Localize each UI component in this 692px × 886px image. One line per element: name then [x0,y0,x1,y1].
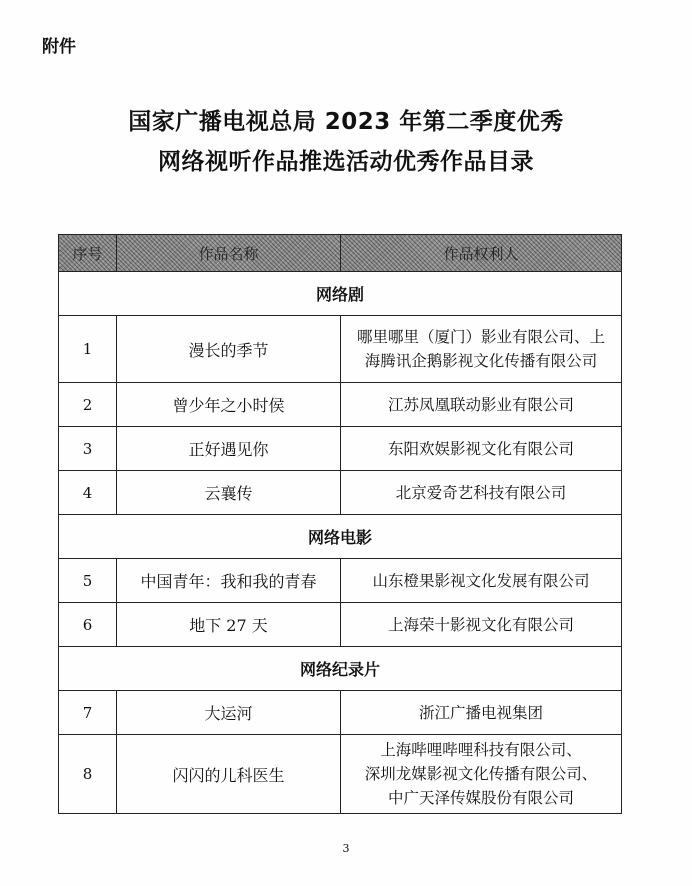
row-number: 2 [59,383,117,427]
rights-holder-line: 哪里哪里（厦门）影业有限公司、上 [356,328,605,346]
table-row [59,383,622,427]
row-number: 4 [59,471,117,515]
rights-holder-line: 江苏凤凰联动影业有限公司 [387,395,574,414]
work-title: 闪闪的儿科医生 [117,735,341,814]
rights-holder-line: 东阳欢娱影视文化有限公司 [387,439,574,458]
category-label: 网络剧 [59,272,622,316]
rights-holder [341,691,622,735]
work-title: 正好遇见你 [117,427,341,471]
rights-holder [341,603,622,647]
work-title: 曾少年之小时侯 [117,383,341,427]
rights-holder-line: 海腾讯企鹅影视文化传播有限公司 [364,352,598,370]
table-header-row [59,235,622,272]
row-number: 5 [59,559,117,603]
category-row-web-series [59,272,622,316]
work-title: 云襄传 [117,471,341,515]
rights-holder [341,427,622,471]
attachment-label: 附件 [42,37,76,57]
works-table [58,234,622,814]
header-rights-holder: 作品权利人 [341,235,622,272]
rights-holder-line: 中广天泽传媒股份有限公司 [387,789,574,807]
work-title: 中国青年：我和我的青春 [117,559,341,603]
table-row [59,735,622,814]
rights-holder-line: 浙江广播电视集团 [418,703,543,722]
table-row [59,603,622,647]
table-row [59,559,622,603]
row-number: 1 [59,316,117,383]
header-serial-number: 序号 [59,235,117,272]
row-number: 3 [59,427,117,471]
rights-holder [341,471,622,515]
document-title-line-2: 网络视听作品推选活动优秀作品目录 [158,149,534,175]
rights-holder [341,559,622,603]
table-row [59,691,622,735]
work-title: 大运河 [117,691,341,735]
rights-holder-line: 北京爱奇艺科技有限公司 [395,483,567,502]
row-number: 6 [59,603,117,647]
rights-holder-line: 上海哔哩哔哩科技有限公司、 [380,741,582,759]
row-number: 8 [59,735,117,814]
category-label: 网络纪录片 [59,647,622,691]
row-number: 7 [59,691,117,735]
page-number: 3 [342,842,350,855]
rights-holder [341,316,622,383]
table-row [59,427,622,471]
header-work-title: 作品名称 [117,235,341,272]
work-title: 地下 27 天 [117,603,341,647]
rights-holder [341,735,622,814]
rights-holder-line: 上海荣十影视文化有限公司 [387,615,574,634]
table-row [59,316,622,383]
rights-holder [341,383,622,427]
rights-holder-line: 深圳龙媒影视文化传播有限公司、 [364,765,598,783]
category-row-web-documentary [59,647,622,691]
category-label: 网络电影 [59,515,622,559]
work-title: 漫长的季节 [117,316,341,383]
category-row-web-movie [59,515,622,559]
table-row [59,471,622,515]
document-title-line-1: 国家广播电视总局 2023 年第二季度优秀 [128,109,564,135]
rights-holder-line: 山东橙果影视文化发展有限公司 [372,571,590,590]
